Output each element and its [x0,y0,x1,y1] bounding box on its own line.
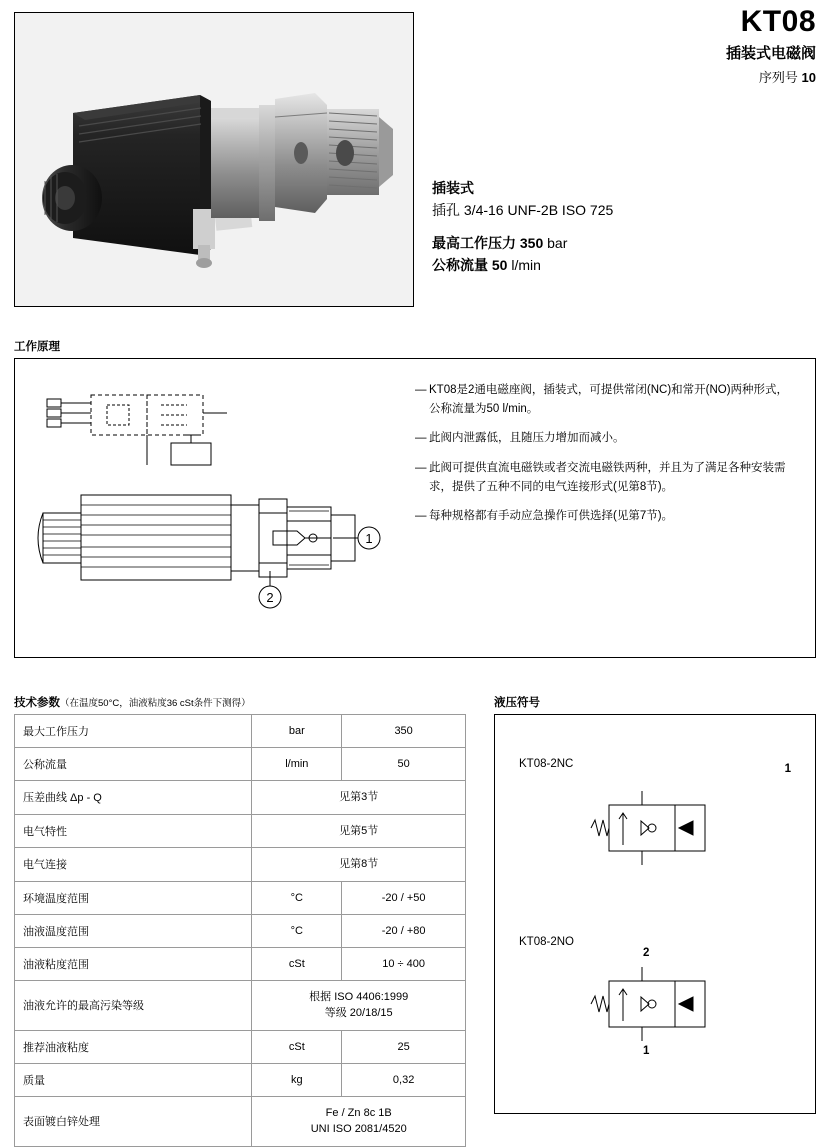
table-row [15,781,466,815]
tech-param-value-line: Fe / Zn 8c 1B [325,1106,392,1119]
svg-text:2: 2 [266,590,274,605]
table-row [15,748,466,781]
tech-param-name: 油液温度范围 [15,914,252,947]
tech-param-value: -20 / +80 [342,914,466,947]
tech-param-name: 环境温度范围 [15,881,252,914]
principle-bullet-text: 此阀可提供直流电磁铁或者交流电磁铁两种，并且为了满足各种安装需求，提供了五种不同的电气连接形式(见第8节)。 [429,461,786,493]
spec-flow-unit: l/min [511,257,541,274]
list-item [415,507,795,526]
tech-param-value: -20 / +50 [342,881,466,914]
spec-line-flow [432,255,822,277]
tech-param-value: 0,32 [342,1063,466,1096]
tech-param-unit: °C [252,881,342,914]
tech-table-wrap [14,714,466,1147]
table-row [15,1063,466,1096]
table-row [15,848,466,882]
section-label-principle: 工作原理 [14,341,60,353]
tech-param-value: 10 ÷ 400 [342,947,466,980]
spec-summary [432,178,822,277]
tech-table [14,714,466,1147]
tech-param-value: 350 [342,715,466,748]
spec-flow-label: 公称流量 [432,257,488,274]
dash-icon: — [415,461,427,474]
tech-param-name: 公称流量 [15,748,252,781]
table-row [15,1030,466,1063]
hydraulic-symbol-panel [494,714,816,1114]
symbol-nc-drawing [589,775,739,885]
principle-bullet-list [415,381,795,537]
tech-param-unit: l/min [252,748,342,781]
spec-pressure-value: 350 [519,235,544,252]
table-row [15,814,466,848]
principle-panel [14,358,816,658]
dash-icon: — [415,384,427,396]
tech-param-unit: kg [252,1063,342,1096]
symbol-nc-marker: 1 [784,763,791,775]
list-item [415,381,795,418]
list-item [415,429,795,448]
tech-param-unit: cSt [252,1030,342,1063]
table-row [15,947,466,980]
principle-bullet-text: KT08是2通电磁座阀，插装式，可提供常闭(NC)和常开(NO)两种形式，公称流量为50 l/min。 [429,384,789,415]
tech-param-name: 最大工作压力 [15,715,252,748]
symbol-label-no: KT08-2NO [519,936,574,948]
table-row [15,980,466,1030]
tech-param-unit: cSt [252,947,342,980]
serial-label: 序列号 [758,69,798,85]
svg-text:1: 1 [365,531,373,546]
serial-line [726,67,816,86]
symbol-no-port-bottom: 1 [643,1045,650,1057]
principle-bullet-text: 此阀内泄露低，且随压力增加而减小。 [429,432,625,445]
serial-value: 10 [801,69,816,85]
section-label-hydraulic: 液压符号 [494,697,540,709]
table-row [15,881,466,914]
tech-param-name: 推荐油液粘度 [15,1030,252,1063]
spec-line-cartridge: 插装式 [432,180,474,196]
tech-param-value [252,781,466,815]
list-item [415,459,795,496]
tech-param-value-line: UNI ISO 2081/4520 [310,1123,407,1135]
tech-param-value-line: 见第8节 [339,858,379,870]
tech-param-unit: bar [252,715,342,748]
tech-param-value [252,848,466,882]
product-photo-image [15,13,413,306]
tech-param-name: 油液粘度范围 [15,947,252,980]
section-label-tech-note: （在温度50°C，油液粘度36 cSt条件下测得） [60,698,251,709]
document-header [726,6,816,86]
product-photo [14,12,414,307]
spec-flow-value: 50 [491,257,508,274]
table-row [15,715,466,748]
tech-param-value: 50 [342,748,466,781]
tech-param-unit: °C [252,914,342,947]
dash-icon: — [415,432,427,445]
principle-bullet-text: 每种规格都有手动应急操作可供选择(见第7节)。 [429,510,674,523]
valve-section-drawing [21,365,401,650]
page-title: KT08 [740,5,816,38]
tech-param-value: 25 [342,1030,466,1063]
section-label-tech [14,694,251,710]
section-label-tech-text: 技术参数 [14,697,60,709]
tech-param-name: 表面镀白锌处理 [15,1096,252,1146]
dash-icon: — [415,510,427,523]
tech-param-value-line: 等级 20/18/15 [324,1007,393,1019]
tech-param-value-line: 根据 ISO 4406:1999 [309,990,409,1003]
spec-pressure-unit: bar [547,235,568,252]
table-row [15,914,466,947]
spec-line-pressure [432,233,822,255]
symbol-no-drawing [589,963,739,1053]
tech-param-name: 油液允许的最高污染等级 [15,980,252,1030]
spec-line-cavity: 插孔 3/4-16 UNF-2B ISO 725 [432,201,614,218]
spec-pressure-label: 最高工作压力 [432,235,516,252]
tech-param-name: 电气特性 [15,814,252,848]
table-row [15,1096,466,1146]
tech-param-value [252,980,466,1030]
tech-param-name: 电气连接 [15,848,252,882]
tech-param-value [252,1096,466,1146]
tech-param-value-line: 见第3节 [339,791,379,803]
page-subtitle: 插装式电磁阀 [725,44,816,62]
symbol-label-nc: KT08-2NC [519,758,574,770]
tech-param-value [252,814,466,848]
tech-param-value-line: 见第5节 [339,824,379,837]
tech-param-name: 压差曲线 Δp - Q [15,781,252,815]
symbol-no-port-top: 2 [643,947,650,959]
tech-param-name: 质量 [15,1063,252,1096]
